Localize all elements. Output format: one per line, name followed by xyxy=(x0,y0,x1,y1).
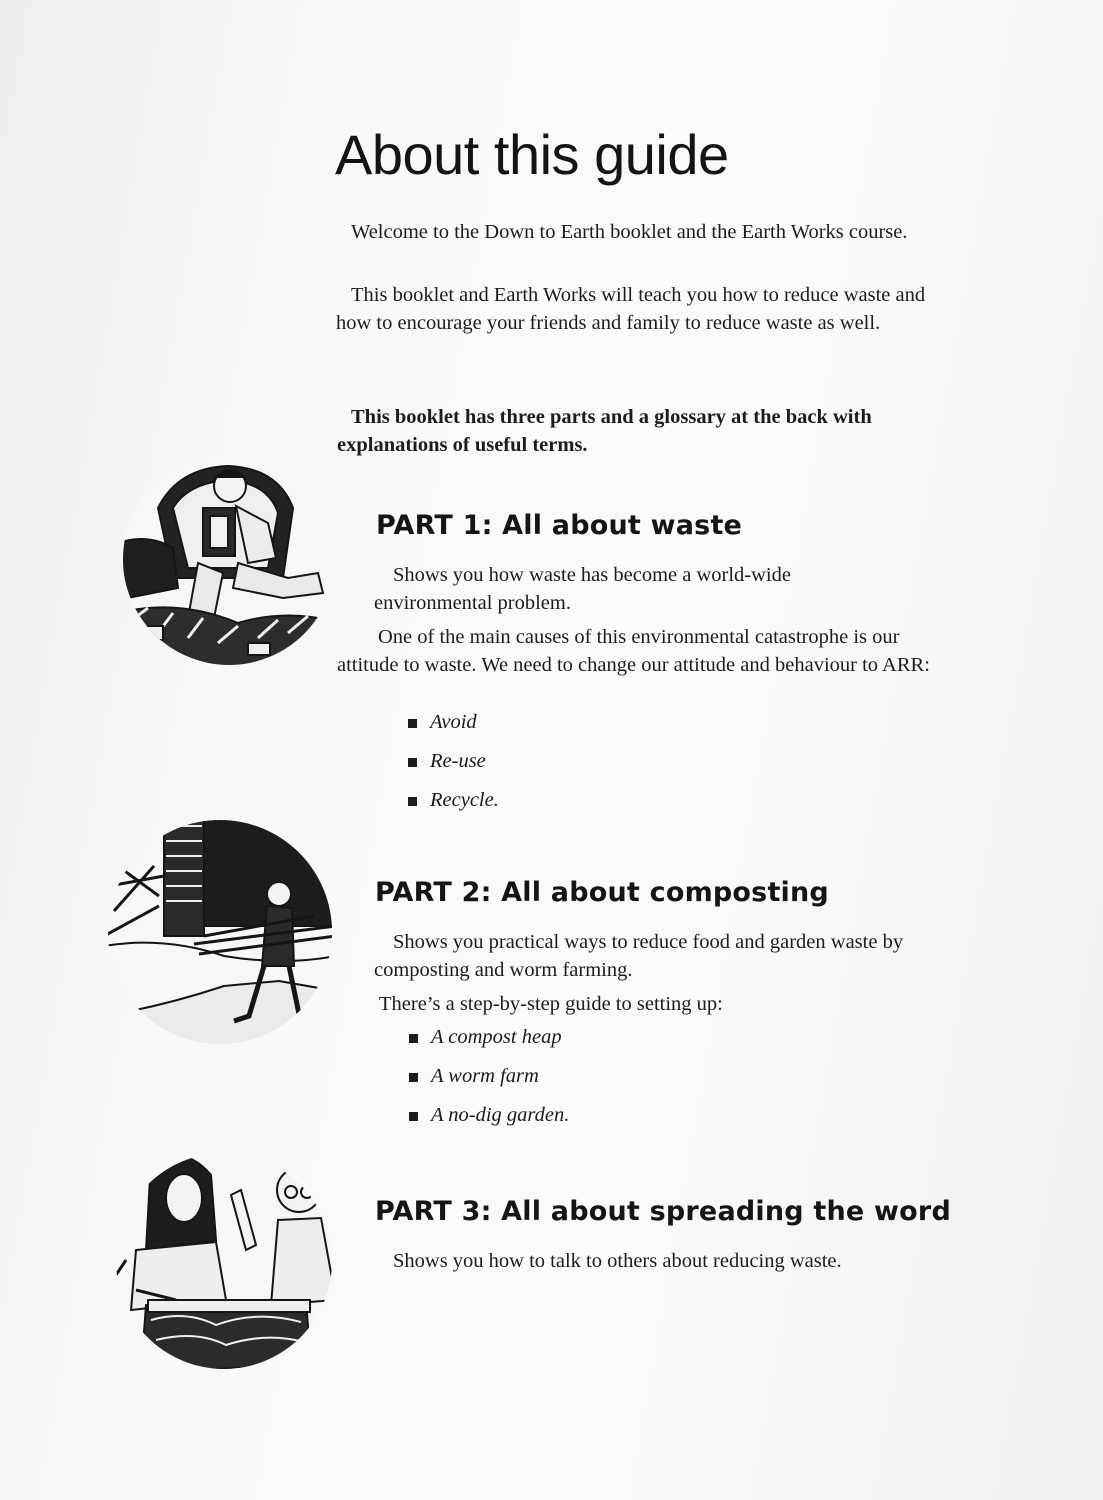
list-item: Recycle. xyxy=(408,786,499,825)
page-title: About this guide xyxy=(335,123,729,186)
bullet-icon xyxy=(408,758,417,767)
list-item: Avoid xyxy=(408,708,499,747)
list-item: A no-dig garden. xyxy=(409,1101,569,1140)
part2-bullet-list xyxy=(409,1023,569,1140)
part1-heading: PART 1: All about waste xyxy=(376,510,743,541)
part3-illustration xyxy=(106,1150,336,1372)
bullet-icon xyxy=(408,719,417,728)
part1-paragraph-1: Shows you how waste has become a world-wide environmental problem. xyxy=(374,564,791,614)
intro-paragraph-2: This booklet and Earth Works will teach you how to reduce waste and how to encourage your friends and family to reduce waste as well. xyxy=(336,284,926,334)
part3-heading: PART 3: All about spreading the word xyxy=(375,1196,951,1227)
part1-illustration xyxy=(118,448,340,670)
intro-paragraph-1: Welcome to the Down to Earth booklet and the Earth Works course. xyxy=(351,221,908,243)
part2-paragraph-2: There’s a step-by-step guide to setting up: xyxy=(379,993,723,1015)
list-item: A compost heap xyxy=(409,1023,569,1062)
bullet-icon xyxy=(409,1034,418,1043)
part1-paragraph-2: One of the main causes of this environmental catastrophe is our attitude to waste. We need to change our attitude and behaviour to ARR: xyxy=(337,626,930,676)
part2-illustration xyxy=(104,816,336,1048)
bullet-icon xyxy=(408,797,417,806)
list-item: A worm farm xyxy=(409,1062,569,1101)
part1-bullet-list xyxy=(408,708,499,825)
part2-heading: PART 2: All about composting xyxy=(375,877,829,908)
list-item: Re-use xyxy=(408,747,499,786)
part2-paragraph-1: Shows you practical ways to reduce food and garden waste by composting and worm farming. xyxy=(374,931,904,981)
part3-paragraph-1: Shows you how to talk to others about reducing waste. xyxy=(393,1250,842,1272)
bullet-icon xyxy=(409,1073,418,1082)
bullet-icon xyxy=(409,1112,418,1121)
summary-paragraph: This booklet has three parts and a glossary at the back with explanations of useful terms. xyxy=(337,406,872,456)
